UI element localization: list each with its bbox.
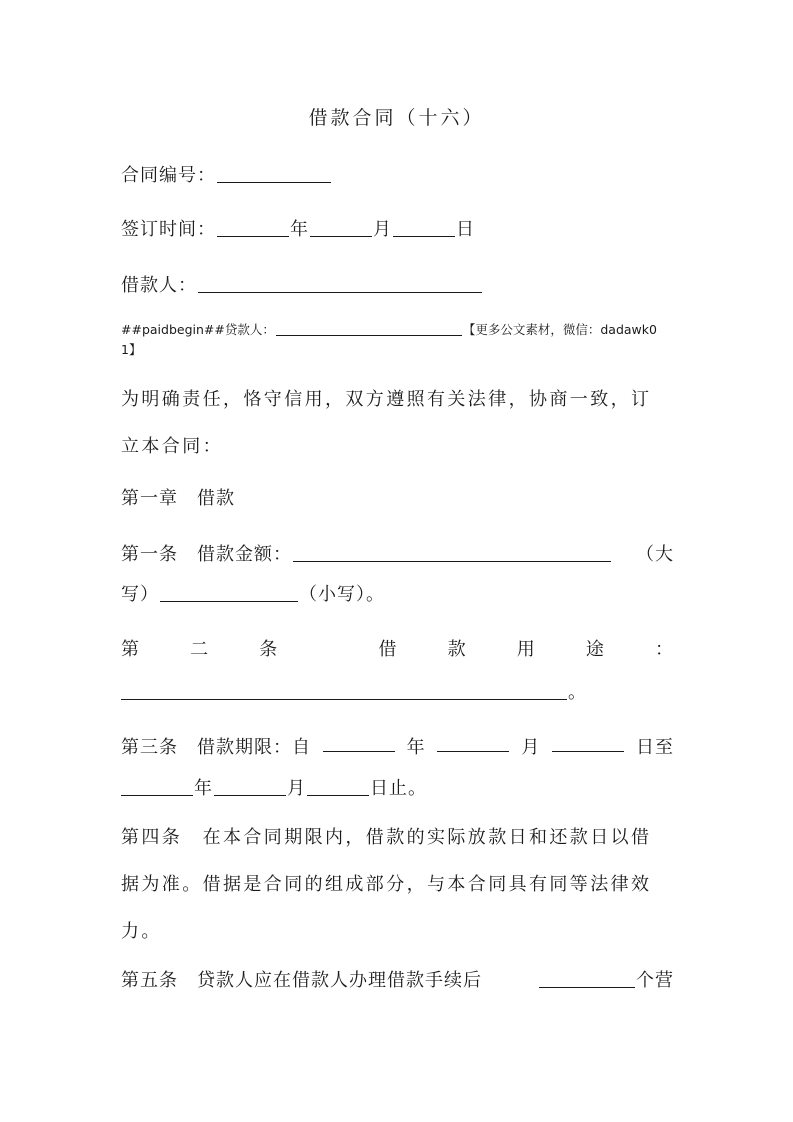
article-2-char: 第 [121, 639, 140, 660]
sign-time-label: 签订时间： [121, 219, 216, 240]
lender-line [121, 320, 681, 360]
sign-month-text: 月 [373, 219, 392, 240]
article-2-char: 款 [447, 639, 467, 660]
article-2-char: 用 [516, 639, 536, 660]
contract-number-label: 合同编号： [121, 165, 216, 186]
article-4-line-3: 力。 [121, 921, 162, 942]
start-month-text: 月 [521, 737, 541, 758]
article-2-char: 二 [190, 639, 210, 660]
lender-prefix: ##paidbegin##贷款人： [121, 322, 275, 337]
purpose-blank [121, 681, 567, 700]
article-3-line-2 [121, 774, 674, 800]
intro-paragraph [121, 376, 674, 470]
borrower-line [121, 271, 674, 297]
sign-day-blank [393, 218, 455, 237]
sign-month-blank [310, 218, 372, 237]
sign-time-line [121, 215, 674, 241]
article-3-to: 日至 [635, 737, 674, 758]
article-1-upper-label: （大 [636, 544, 674, 565]
article-5-line-1 [121, 966, 674, 992]
article-4-line-2: 据为准。借据是合同的组成部分，与本合同具有同等法律效 [121, 874, 652, 895]
chapter-1-heading: 第一章 借款 [121, 488, 235, 509]
article-2-line-2 [121, 678, 674, 704]
article-5-tail: 个营 [636, 970, 674, 991]
article-1-line-2 [121, 580, 674, 606]
sign-year-blank [217, 218, 289, 237]
start-day-blank [552, 733, 624, 752]
lender-blank [276, 323, 462, 336]
end-month-blank [214, 777, 286, 796]
intro-line-2: 立本合同： [121, 436, 223, 457]
start-year-text: 年 [406, 737, 426, 758]
page-title: 借款合同（十六） [308, 107, 485, 129]
borrower-label: 借款人： [121, 275, 197, 296]
article-3-end: 日止。 [370, 778, 427, 799]
article-3-label: 第三条 借款期限：自 [121, 737, 311, 758]
amount-upper-blank [293, 543, 611, 562]
contract-number-blank [217, 164, 331, 183]
lender-wrap: 1】 [121, 342, 142, 357]
article-1-upper-label-2: 写） [121, 584, 159, 605]
article-2-char: 条 [259, 639, 279, 660]
contract-number-line [121, 161, 674, 187]
article-2-char: 借 [378, 639, 398, 660]
end-month-text: 月 [287, 778, 306, 799]
borrower-blank [198, 274, 482, 293]
end-year-text: 年 [194, 778, 213, 799]
start-month-blank [437, 733, 509, 752]
article-1-lower-label: （小写）。 [299, 584, 385, 605]
article-2-end: 。 [568, 682, 587, 703]
article-5-text: 第五条 贷款人应在借款人办理借款手续后 [121, 970, 482, 991]
business-days-blank [539, 969, 635, 988]
sign-day-text: 日 [456, 219, 475, 240]
article-2-char: 途 [585, 639, 605, 660]
article-1-label: 第一条 借款金额： [121, 544, 292, 565]
article-1-line-1 [121, 540, 674, 566]
article-2-line-1 [121, 635, 674, 661]
intro-line-1: 为明确责任，恪守信用，双方遵照有关法律，协商一致，订 [121, 389, 652, 410]
end-year-blank [121, 777, 193, 796]
start-year-blank [323, 733, 395, 752]
amount-lower-blank [160, 583, 298, 602]
end-day-blank [307, 777, 369, 796]
article-4-line-1: 第四条 在本合同期限内，借款的实际放款日和还款日以借 [121, 827, 652, 848]
article-2-char: ： [655, 639, 674, 660]
lender-suffix: 【更多公文素材，微信：dadawk0 [462, 322, 657, 337]
article-4-paragraph [121, 814, 674, 955]
sign-year-text: 年 [290, 219, 309, 240]
article-3-line-1 [121, 733, 674, 759]
